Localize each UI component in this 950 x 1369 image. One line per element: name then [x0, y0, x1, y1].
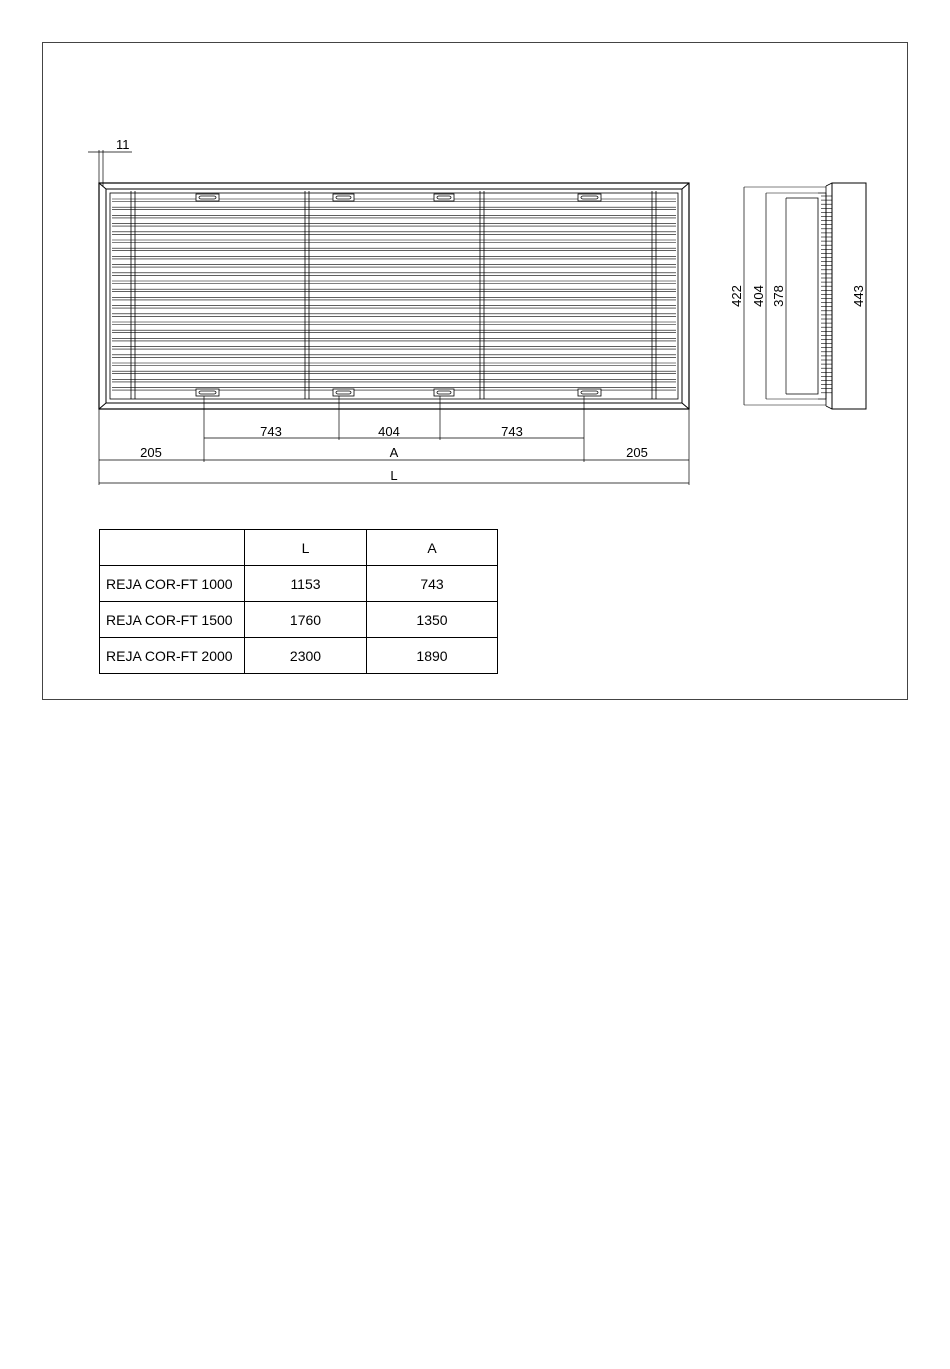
- dim-spacing-right: 743: [501, 424, 523, 439]
- side-view-slat-ends: [821, 196, 832, 393]
- l-cell: 1153: [245, 566, 367, 602]
- model-cell: REJA COR-FT 2000: [100, 638, 245, 674]
- model-cell: REJA COR-FT 1500: [100, 602, 245, 638]
- dim-l-label: L: [390, 468, 398, 483]
- mounting-clip: [196, 194, 219, 201]
- a-cell: 1890: [367, 638, 498, 674]
- l-cell: 1760: [245, 602, 367, 638]
- table-header-cell: L: [245, 530, 367, 566]
- dim-404: 404: [751, 285, 766, 307]
- dim-443: 443: [851, 285, 866, 307]
- table-row: [100, 566, 498, 602]
- table-row: [100, 602, 498, 638]
- grille-inner-frame: [106, 189, 682, 403]
- dim-spacing-mid: 404: [378, 424, 400, 439]
- table-header-cell: [100, 530, 245, 566]
- dim-spacing-left: 743: [260, 424, 282, 439]
- mounting-clip: [196, 389, 219, 396]
- dim-edge-left: 205: [140, 445, 162, 460]
- table-header-row: [100, 530, 498, 566]
- grille-slats: [112, 199, 676, 390]
- l-cell: 2300: [245, 638, 367, 674]
- grille-mullions: [131, 191, 656, 399]
- dim-edge-right: 205: [626, 445, 648, 460]
- dim-378: 378: [771, 285, 786, 307]
- table-header-cell: A: [367, 530, 498, 566]
- table-row: [100, 638, 498, 674]
- mounting-clip: [578, 194, 601, 201]
- dimensions-table: [99, 529, 498, 674]
- dim-a-label: A: [389, 445, 399, 460]
- grille-outer-frame: [99, 183, 689, 409]
- a-cell: 743: [367, 566, 498, 602]
- mounting-clip: [578, 389, 601, 396]
- grille-front-view: [99, 183, 689, 409]
- technical-drawing: [0, 0, 950, 520]
- a-cell: 1350: [367, 602, 498, 638]
- frame-offset-dimension: [88, 150, 132, 186]
- model-cell: REJA COR-FT 1000: [100, 566, 245, 602]
- frame-offset-label: 11: [116, 137, 130, 152]
- dim-422: 422: [729, 285, 744, 307]
